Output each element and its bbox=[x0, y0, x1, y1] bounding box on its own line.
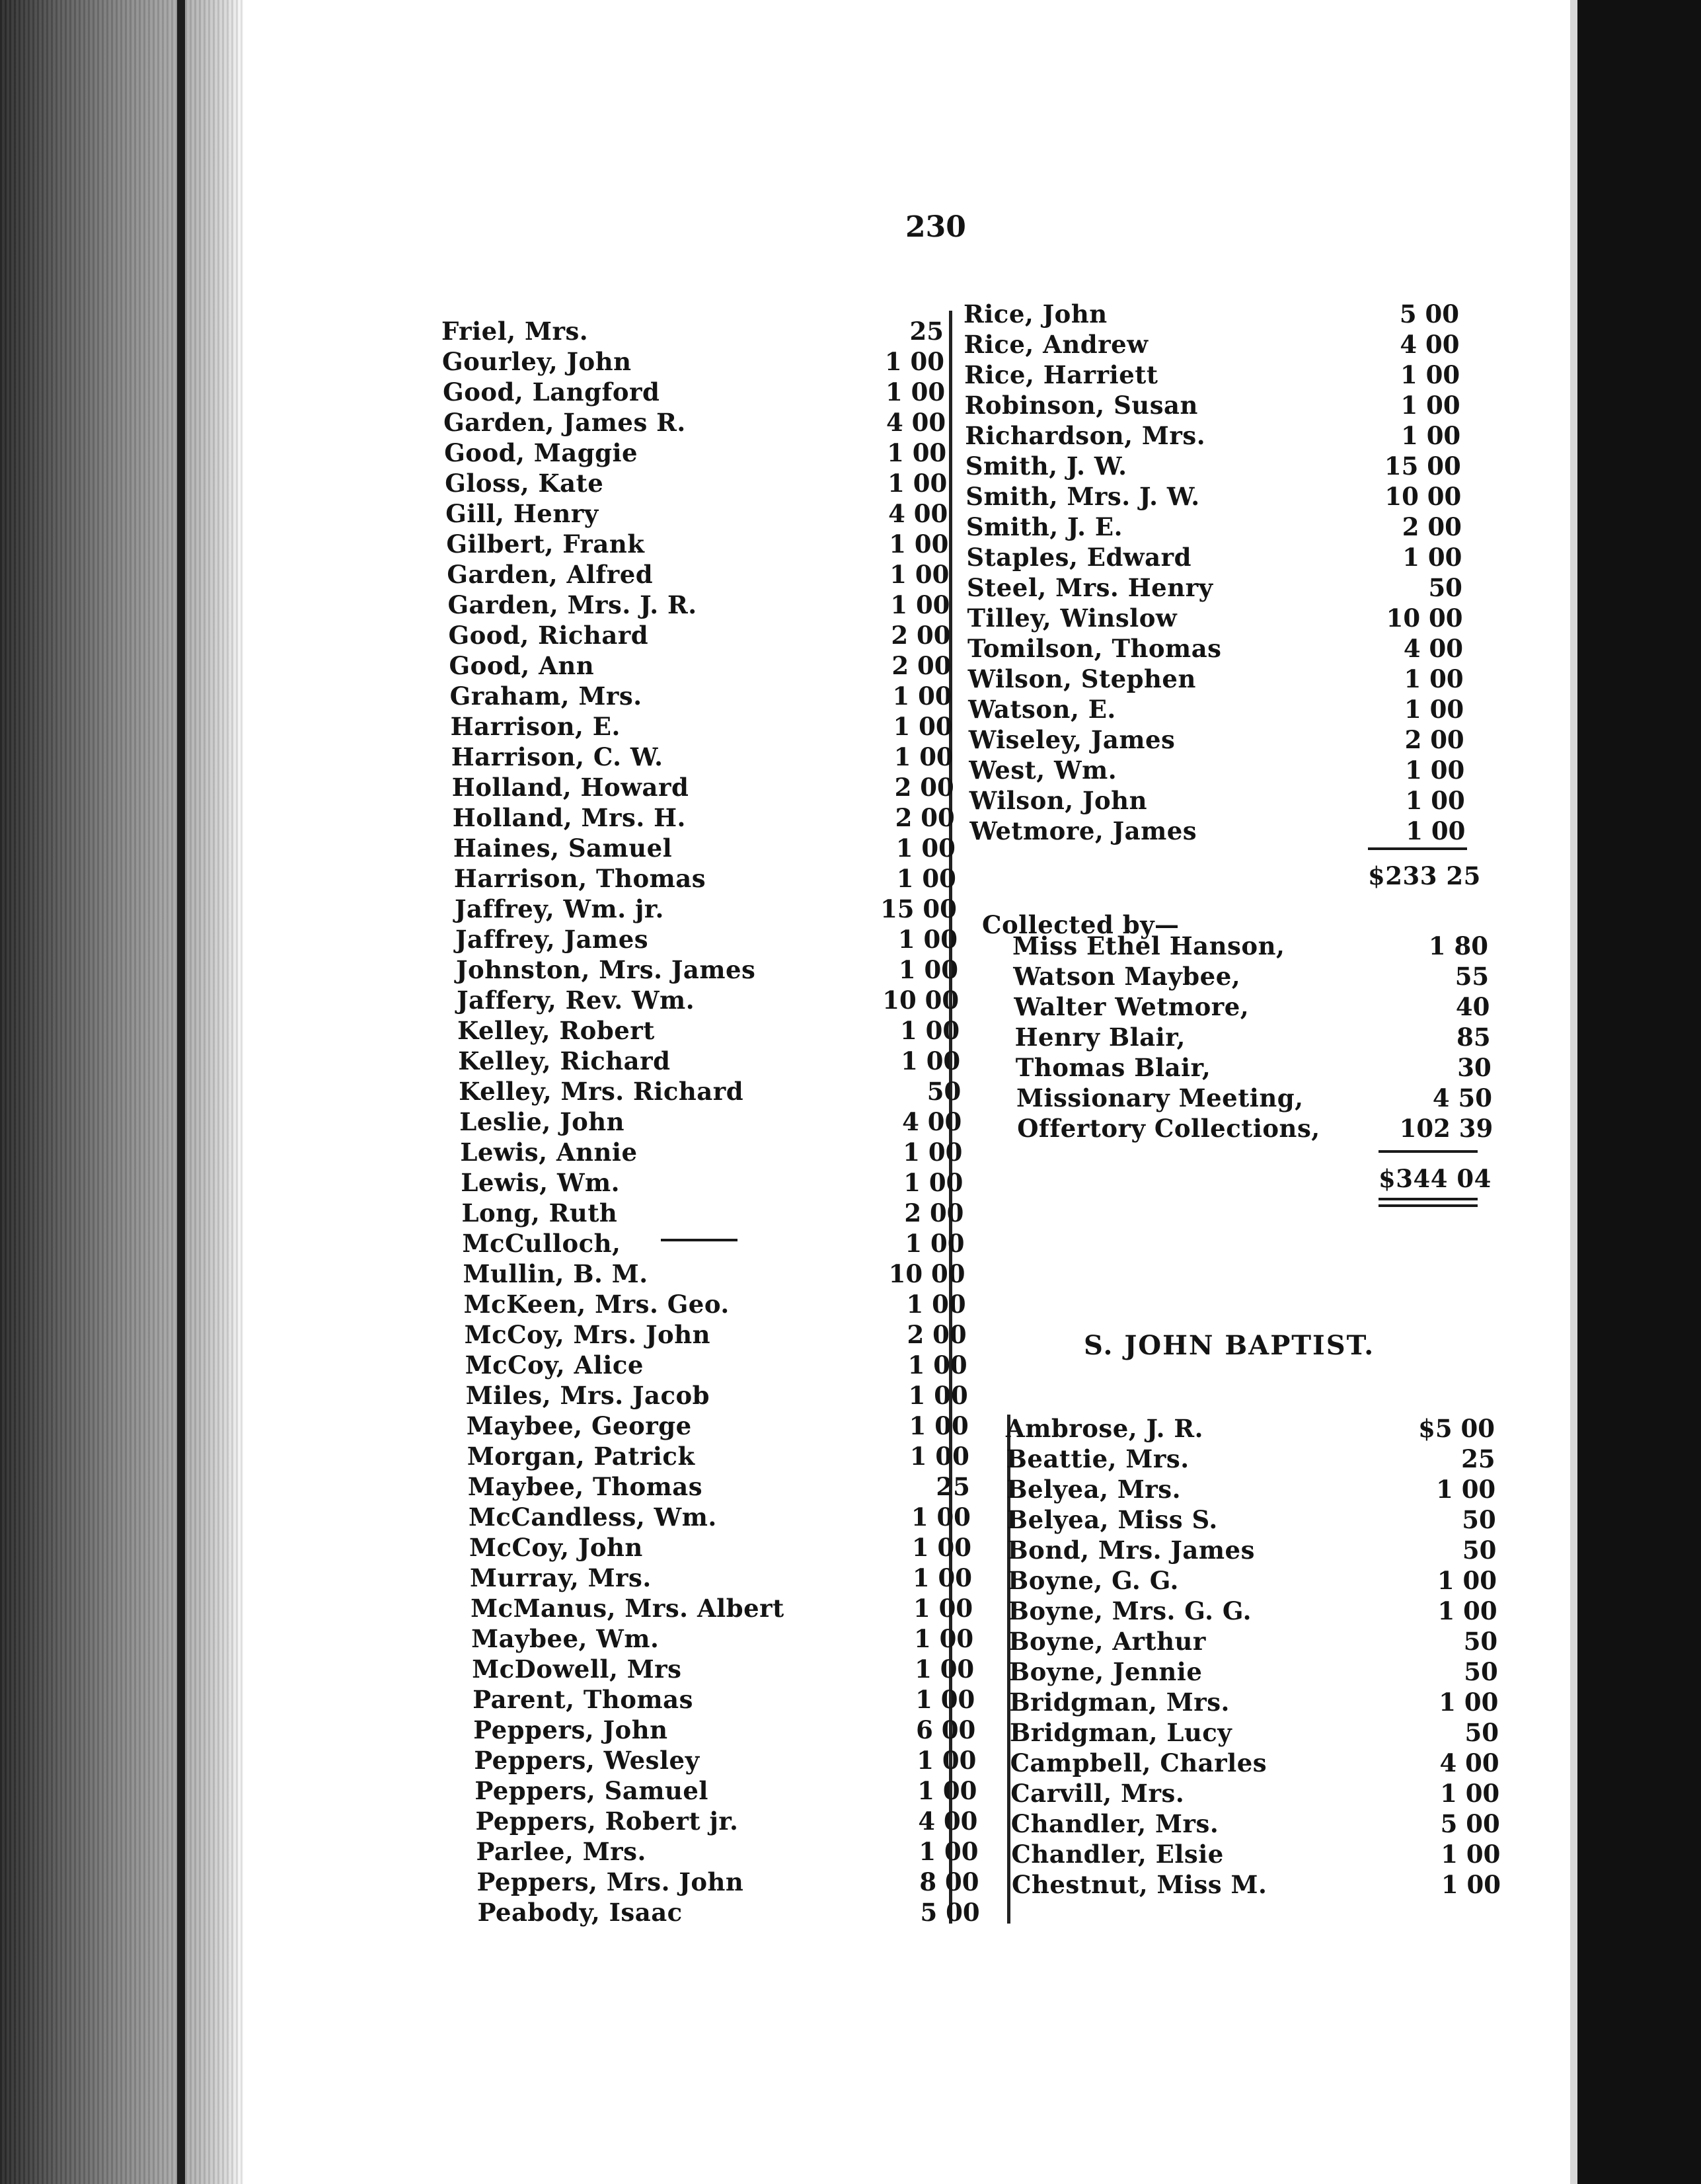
entry-name: McDowell, Mrs bbox=[472, 1655, 682, 1684]
entry-amount: 15 00 bbox=[1384, 451, 1461, 481]
entry-name: Campbell, Charles bbox=[1010, 1748, 1267, 1777]
ledger-row bbox=[451, 711, 953, 742]
ledger-row bbox=[1011, 1839, 1500, 1869]
entry-name: Gourley, John bbox=[442, 347, 632, 376]
entry-amount: 50 bbox=[1462, 1505, 1496, 1534]
entry-name: Boyne, G. G. bbox=[1008, 1566, 1179, 1595]
ledger-row bbox=[449, 650, 952, 681]
ledger-row bbox=[450, 681, 952, 711]
entry-name: Gloss, Kate bbox=[445, 469, 604, 498]
entry-name: Walter Wetmore, bbox=[1014, 992, 1250, 1021]
entry-name: Maybee, Thomas bbox=[467, 1472, 703, 1501]
total-amount: $344 04 bbox=[1379, 1164, 1492, 1193]
entry-name: Miss Ethel Hanson, bbox=[1012, 931, 1285, 960]
entry-name: McCoy, John bbox=[469, 1533, 643, 1562]
ledger-row bbox=[443, 407, 946, 438]
entry-name: Wiseley, James bbox=[968, 725, 1176, 754]
entry-name: Holland, Howard bbox=[451, 773, 689, 802]
ledger-row bbox=[1007, 1535, 1496, 1565]
entry-amount: 1 00 bbox=[915, 1685, 975, 1714]
entry-amount: 1 00 bbox=[1406, 816, 1466, 845]
ledger-row bbox=[478, 1897, 980, 1928]
ledger-row bbox=[455, 894, 957, 924]
entry-name: Robinson, Susan bbox=[964, 391, 1198, 420]
entry-name: Peppers, Wesley bbox=[474, 1746, 700, 1775]
ledger-row bbox=[967, 572, 1462, 603]
entry-amount: 6 00 bbox=[916, 1715, 976, 1744]
entry-amount: 1 00 bbox=[903, 1168, 964, 1197]
entry-amount: 1 00 bbox=[887, 438, 947, 467]
entry-name: Watson, E. bbox=[968, 695, 1116, 724]
ledger-row bbox=[456, 955, 958, 985]
entry-amount: 8 00 bbox=[919, 1867, 979, 1896]
entry-name: Boyne, Jennie bbox=[1008, 1657, 1203, 1686]
ledger-row bbox=[453, 833, 956, 863]
entry-amount: 1 00 bbox=[1404, 695, 1464, 724]
entry-amount: 4 00 bbox=[886, 408, 946, 437]
entry-name: Richardson, Mrs. bbox=[965, 421, 1206, 450]
entry-amount: 2 00 bbox=[894, 773, 954, 802]
ledger-row bbox=[1006, 1474, 1495, 1504]
entry-name: Harrison, C. W. bbox=[451, 742, 663, 771]
entry-name: Long, Ruth bbox=[461, 1198, 618, 1228]
entry-name: Peppers, John bbox=[473, 1715, 668, 1744]
entry-amount: 1 00 bbox=[906, 1290, 966, 1319]
entry-amount: 1 00 bbox=[892, 682, 952, 711]
ledger-row bbox=[968, 694, 1464, 724]
entry-amount: 2 00 bbox=[907, 1320, 967, 1349]
entry-name: Holland, Mrs. H. bbox=[452, 803, 686, 832]
entry-amount: 2 00 bbox=[904, 1198, 964, 1228]
entry-amount: $5 00 bbox=[1418, 1414, 1495, 1443]
ledger-row bbox=[1008, 1565, 1497, 1596]
entry-name: Garden, Alfred bbox=[447, 560, 654, 589]
entry-amount: 1 00 bbox=[909, 1442, 969, 1471]
subtotal-amount: $233 25 bbox=[1368, 861, 1481, 890]
entry-name: Graham, Mrs. bbox=[449, 682, 642, 711]
ledger-row bbox=[474, 1745, 976, 1775]
entry-name: Garden, James R. bbox=[443, 408, 686, 437]
ledger-row bbox=[967, 633, 1463, 664]
entry-amount: 25 bbox=[936, 1472, 970, 1501]
entry-amount: 55 bbox=[1455, 962, 1490, 991]
entry-amount: 1 00 bbox=[896, 864, 956, 893]
ledger-row bbox=[1006, 1413, 1495, 1444]
entry-name: Wetmore, James bbox=[969, 816, 1197, 845]
entry-amount: 1 00 bbox=[1405, 786, 1465, 815]
blank-name-dash bbox=[661, 1239, 737, 1241]
entry-name: Mullin, B. M. bbox=[463, 1259, 648, 1288]
ledger-row bbox=[453, 802, 955, 833]
total-rule-bottom-2 bbox=[1379, 1204, 1478, 1207]
scanner-background-strip bbox=[1577, 0, 1701, 2184]
ledger-row bbox=[454, 863, 956, 894]
collected-row bbox=[1012, 931, 1488, 961]
entry-amount: 1 00 bbox=[1439, 1688, 1499, 1717]
entry-name: Wilson, Stephen bbox=[967, 664, 1196, 693]
entry-amount: 1 00 bbox=[885, 377, 946, 407]
ledger-row bbox=[441, 316, 944, 346]
ledger-row bbox=[965, 481, 1461, 512]
ledger-row bbox=[964, 360, 1460, 390]
entry-name: Rice, Harriett bbox=[964, 360, 1158, 389]
ledger-row bbox=[964, 299, 1459, 329]
ledger-row bbox=[1009, 1657, 1498, 1687]
ledger-row bbox=[472, 1684, 975, 1715]
entry-name: Ambrose, J. R. bbox=[1006, 1414, 1204, 1443]
entry-amount: 1 00 bbox=[1441, 1840, 1501, 1869]
entry-name: Belyea, Miss S. bbox=[1006, 1505, 1218, 1534]
ledger-row bbox=[965, 451, 1461, 481]
entry-amount: 1 00 bbox=[895, 834, 956, 863]
entry-name: Watson Maybee, bbox=[1013, 962, 1241, 991]
entry-amount: 1 00 bbox=[914, 1624, 974, 1653]
ledger-row bbox=[459, 1076, 961, 1107]
entry-amount: 1 00 bbox=[911, 1502, 971, 1532]
entry-amount: 4 00 bbox=[888, 499, 948, 528]
collected-row bbox=[1014, 992, 1490, 1022]
ledger-row bbox=[1011, 1809, 1500, 1839]
collected-row bbox=[1016, 1052, 1492, 1083]
ledger-row bbox=[461, 1198, 964, 1228]
collected-by-label: Collected by— bbox=[982, 910, 1180, 939]
ledger-row bbox=[1006, 1444, 1495, 1474]
entry-amount: 4 00 bbox=[918, 1807, 978, 1836]
ledger-row bbox=[969, 816, 1465, 846]
entry-amount: 1 00 bbox=[1437, 1596, 1497, 1625]
ledger-row bbox=[465, 1319, 967, 1350]
ledger-row bbox=[466, 1380, 968, 1411]
entry-amount: 1 00 bbox=[1436, 1475, 1496, 1504]
entry-name: Kelley, Mrs. Richard bbox=[459, 1077, 744, 1106]
subtotal-rule bbox=[1368, 847, 1467, 850]
entry-name: Jaffrey, Wm. jr. bbox=[454, 894, 664, 923]
ledger-row bbox=[445, 498, 948, 529]
ledger-row bbox=[469, 1532, 971, 1563]
ledger-row bbox=[969, 785, 1465, 816]
entry-amount: 1 00 bbox=[893, 712, 953, 741]
entry-name: Smith, J. E. bbox=[965, 512, 1123, 541]
entry-amount: 30 bbox=[1457, 1053, 1492, 1082]
entry-amount: 1 00 bbox=[890, 590, 950, 619]
entry-name: Rice, Andrew bbox=[964, 330, 1149, 359]
entry-amount: 1 00 bbox=[912, 1563, 973, 1592]
entry-amount: 50 bbox=[1428, 573, 1462, 602]
entry-amount: 1 00 bbox=[1440, 1779, 1500, 1808]
entry-name: Miles, Mrs. Jacob bbox=[465, 1381, 710, 1410]
entry-name: Parent, Thomas bbox=[472, 1685, 693, 1714]
ledger-row bbox=[473, 1715, 975, 1745]
entry-name: Boyne, Mrs. G. G. bbox=[1008, 1596, 1252, 1625]
entry-amount: 1 00 bbox=[884, 347, 945, 376]
entry-amount: 1 00 bbox=[915, 1655, 975, 1684]
entry-amount: 1 00 bbox=[1437, 1566, 1497, 1595]
ledger-row bbox=[442, 346, 944, 377]
collected-row bbox=[1015, 1022, 1491, 1052]
ledger-row bbox=[1012, 1869, 1501, 1900]
ledger-row bbox=[445, 468, 947, 498]
ledger-row bbox=[452, 772, 954, 802]
entry-amount: 4 00 bbox=[1439, 1748, 1499, 1777]
entry-name: Thomas Blair, bbox=[1015, 1053, 1211, 1082]
page-binding-edge bbox=[0, 0, 245, 2184]
entry-amount: 4 00 bbox=[1403, 634, 1464, 663]
ledger-row bbox=[464, 1289, 966, 1319]
ledger-row bbox=[477, 1867, 979, 1897]
entry-amount: 2 00 bbox=[891, 651, 952, 680]
total-rule-top bbox=[1379, 1150, 1478, 1153]
entry-name: Staples, Edward bbox=[966, 543, 1191, 572]
collected-row bbox=[1016, 1083, 1492, 1113]
collected-row bbox=[1017, 1113, 1493, 1144]
entry-amount: 1 00 bbox=[888, 469, 948, 498]
entry-amount: 1 00 bbox=[893, 742, 954, 771]
entry-name: McCulloch, bbox=[462, 1229, 621, 1258]
entry-name: Smith, J. W. bbox=[965, 451, 1127, 481]
entry-amount: 10 00 bbox=[1386, 604, 1463, 633]
ledger-row bbox=[468, 1471, 970, 1502]
ledger-row bbox=[1010, 1778, 1499, 1809]
entry-amount: 1 00 bbox=[889, 560, 950, 589]
entry-name: Morgan, Patrick bbox=[467, 1442, 695, 1471]
entry-amount: 50 bbox=[1464, 1657, 1498, 1686]
entry-amount: 10 00 bbox=[1384, 482, 1462, 511]
ledger-row bbox=[467, 1411, 969, 1441]
entry-amount: 1 00 bbox=[1401, 421, 1461, 450]
entry-amount: 1 00 bbox=[901, 1046, 961, 1075]
entry-amount: 1 00 bbox=[917, 1776, 977, 1805]
entry-name: Boyne, Arthur bbox=[1008, 1627, 1206, 1656]
entry-amount: 102 39 bbox=[1399, 1114, 1493, 1143]
entry-name: Gilbert, Frank bbox=[446, 529, 645, 559]
entry-name: Chestnut, Miss M. bbox=[1012, 1870, 1267, 1899]
entry-amount: 1 00 bbox=[911, 1533, 971, 1562]
entry-name: McCoy, Mrs. John bbox=[464, 1320, 711, 1349]
entry-amount: 5 00 bbox=[1440, 1809, 1500, 1838]
entry-amount: 2 00 bbox=[1404, 725, 1464, 754]
entry-name: Peppers, Mrs. John bbox=[476, 1867, 744, 1896]
entry-name: Steel, Mrs. Henry bbox=[966, 573, 1213, 602]
ledger-row bbox=[446, 529, 948, 559]
entry-amount: 1 00 bbox=[1404, 664, 1464, 693]
ledger-row bbox=[472, 1654, 974, 1684]
entry-amount: 5 00 bbox=[1399, 299, 1459, 329]
ledger-row bbox=[471, 1593, 973, 1623]
entry-name: Harrison, Thomas bbox=[453, 864, 706, 893]
ledger-row bbox=[1008, 1596, 1497, 1626]
entry-name: Kelley, Richard bbox=[458, 1046, 671, 1075]
entry-name: Bridgman, Mrs. bbox=[1009, 1688, 1230, 1717]
ledger-row bbox=[471, 1623, 973, 1654]
ledger-row bbox=[965, 420, 1460, 451]
entry-amount: 1 00 bbox=[1402, 543, 1462, 572]
entry-amount: 1 00 bbox=[913, 1594, 973, 1623]
page-number: 230 bbox=[905, 210, 966, 244]
entry-amount: 4 00 bbox=[902, 1107, 962, 1136]
entry-amount: 50 bbox=[926, 1077, 962, 1106]
entry-amount: 50 bbox=[1464, 1718, 1499, 1747]
entry-name: Murray, Mrs. bbox=[470, 1563, 652, 1592]
ledger-row bbox=[455, 924, 958, 955]
ledger-row bbox=[465, 1350, 967, 1380]
entry-amount: 10 00 bbox=[882, 986, 960, 1015]
entry-name: McKeen, Mrs. Geo. bbox=[463, 1290, 730, 1319]
ledger-row bbox=[969, 724, 1464, 755]
entry-name: Tilley, Winslow bbox=[967, 604, 1178, 633]
entry-amount: 2 00 bbox=[891, 621, 951, 650]
entry-name: Parlee, Mrs. bbox=[476, 1837, 646, 1866]
ledger-row bbox=[460, 1137, 962, 1167]
ledger-row bbox=[443, 377, 945, 407]
entry-name: Belyea, Mrs. bbox=[1006, 1475, 1181, 1504]
entry-name: Good, Richard bbox=[448, 621, 649, 650]
entry-name: Peabody, Isaac bbox=[477, 1898, 683, 1927]
entry-amount: 1 00 bbox=[889, 529, 949, 559]
entry-amount: 1 00 bbox=[1400, 360, 1460, 389]
ledger-row bbox=[1010, 1748, 1499, 1778]
entry-name: Peppers, Samuel bbox=[474, 1776, 708, 1805]
entry-name: Good, Ann bbox=[449, 651, 595, 680]
entry-amount: 1 00 bbox=[1441, 1870, 1501, 1899]
section-heading: S. JOHN BAPTIST. bbox=[1084, 1330, 1375, 1361]
entry-name: Smith, Mrs. J. W. bbox=[965, 482, 1200, 511]
entry-name: Friel, Mrs. bbox=[441, 317, 589, 346]
entry-name: Peppers, Robert jr. bbox=[475, 1807, 739, 1836]
ledger-row bbox=[449, 620, 951, 650]
ledger-row bbox=[447, 590, 950, 620]
entry-amount: 4 00 bbox=[1400, 330, 1460, 359]
ledger-row bbox=[458, 1046, 960, 1076]
entry-name: Haines, Samuel bbox=[453, 834, 673, 863]
subtotal-line bbox=[1368, 861, 1500, 891]
ledger-row bbox=[467, 1441, 969, 1471]
entry-name: Bridgman, Lucy bbox=[1010, 1718, 1232, 1747]
ledger-row bbox=[444, 438, 946, 468]
ledger-row bbox=[1009, 1687, 1498, 1717]
entry-name: Kelley, Robert bbox=[457, 1016, 655, 1045]
entry-amount: 10 00 bbox=[888, 1259, 965, 1288]
ledger-row bbox=[463, 1259, 965, 1289]
ledger-row bbox=[965, 390, 1460, 420]
entry-name: Gill, Henry bbox=[445, 499, 599, 528]
entry-amount: 1 00 bbox=[898, 955, 959, 984]
entry-amount: 1 00 bbox=[909, 1411, 969, 1440]
ledger-row bbox=[968, 664, 1464, 694]
ledger-row bbox=[470, 1563, 972, 1593]
entry-name: Garden, Mrs. J. R. bbox=[447, 590, 697, 619]
entry-amount: 4 50 bbox=[1432, 1083, 1492, 1112]
entry-amount: 1 00 bbox=[903, 1138, 963, 1167]
ledger-row bbox=[474, 1775, 977, 1806]
entry-name: West, Wm. bbox=[969, 756, 1117, 785]
binding-gutter-line bbox=[177, 0, 185, 2184]
ledger-row bbox=[967, 603, 1463, 633]
entry-amount: 1 00 bbox=[908, 1381, 968, 1410]
entry-amount: 1 00 bbox=[917, 1746, 977, 1775]
ledger-row bbox=[966, 542, 1462, 572]
entry-name: Johnston, Mrs. James bbox=[456, 955, 756, 984]
entry-amount: 25 bbox=[909, 317, 944, 346]
entry-amount: 5 00 bbox=[920, 1898, 980, 1927]
ledger-row bbox=[457, 985, 959, 1015]
entry-name: Chandler, Elsie bbox=[1011, 1840, 1224, 1869]
ledger-row bbox=[469, 1502, 971, 1532]
entry-name: Bond, Mrs. James bbox=[1007, 1536, 1255, 1565]
ledger-row bbox=[966, 512, 1462, 542]
entry-amount: 1 00 bbox=[1400, 391, 1460, 420]
entry-name: Jaffrey, James bbox=[455, 925, 649, 954]
entry-name: Rice, John bbox=[964, 299, 1108, 329]
ledger-row bbox=[1010, 1717, 1499, 1748]
entry-name: Good, Langford bbox=[443, 377, 660, 407]
entry-name: Beattie, Mrs. bbox=[1006, 1444, 1190, 1473]
ledger-row bbox=[969, 755, 1464, 785]
entry-amount: 1 00 bbox=[900, 1016, 960, 1045]
entry-name: Henry Blair, bbox=[1014, 1023, 1186, 1052]
collected-row bbox=[1013, 961, 1489, 992]
entry-name: McCoy, Alice bbox=[465, 1350, 644, 1380]
entry-name: Good, Maggie bbox=[444, 438, 638, 467]
entry-amount: 1 00 bbox=[1405, 756, 1465, 785]
entry-name: McManus, Mrs. Albert bbox=[471, 1594, 784, 1623]
ledger-row bbox=[461, 1167, 963, 1198]
entry-amount: 2 00 bbox=[1402, 512, 1462, 541]
ledger-row bbox=[451, 742, 954, 772]
entry-name: McCandless, Wm. bbox=[468, 1502, 717, 1532]
entry-amount: 1 00 bbox=[907, 1350, 967, 1380]
entry-name: Tomilson, Thomas bbox=[967, 634, 1222, 663]
entry-name: Jaffery, Rev. Wm. bbox=[457, 986, 695, 1015]
ledger-row bbox=[964, 329, 1460, 360]
entry-name: Carvill, Mrs. bbox=[1010, 1779, 1185, 1808]
entry-amount: 25 bbox=[1461, 1444, 1495, 1473]
entry-name: Offertory Collections, bbox=[1017, 1114, 1320, 1143]
entry-amount: 50 bbox=[1462, 1536, 1497, 1565]
entry-amount: 85 bbox=[1456, 1023, 1491, 1052]
total-line bbox=[1379, 1163, 1511, 1194]
entry-amount: 2 00 bbox=[895, 803, 955, 832]
entry-amount: 1 00 bbox=[897, 925, 958, 954]
ledger-row bbox=[475, 1806, 977, 1836]
entry-name: Leslie, John bbox=[459, 1107, 625, 1136]
ledger-row bbox=[1008, 1626, 1497, 1657]
ledger-row bbox=[459, 1107, 962, 1137]
entry-name: Lewis, Wm. bbox=[461, 1168, 621, 1197]
entry-amount: 15 00 bbox=[880, 894, 957, 923]
entry-name: Lewis, Annie bbox=[460, 1138, 638, 1167]
entry-amount: 1 00 bbox=[905, 1229, 965, 1258]
entry-name: Maybee, George bbox=[466, 1411, 692, 1440]
ledger-row bbox=[463, 1228, 965, 1259]
entry-name: Chandler, Mrs. bbox=[1010, 1809, 1219, 1838]
ledger-row bbox=[447, 559, 949, 590]
entry-amount: 40 bbox=[1455, 992, 1490, 1021]
entry-name: Maybee, Wm. bbox=[471, 1624, 660, 1653]
entry-name: Harrison, E. bbox=[450, 712, 621, 741]
entry-amount: 1 80 bbox=[1428, 931, 1488, 960]
entry-name: Missionary Meeting, bbox=[1016, 1083, 1304, 1112]
entry-amount: 50 bbox=[1463, 1627, 1498, 1656]
total-rule-bottom-1 bbox=[1379, 1198, 1478, 1200]
entry-amount: 1 00 bbox=[919, 1837, 979, 1866]
ledger-row bbox=[1007, 1504, 1496, 1535]
entry-name: Wilson, John bbox=[969, 786, 1147, 815]
ledger-row bbox=[457, 1015, 960, 1046]
ledger-row bbox=[476, 1836, 979, 1867]
